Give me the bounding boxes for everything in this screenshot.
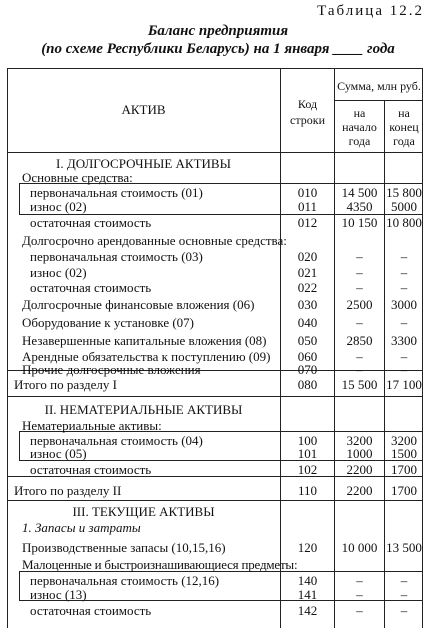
header-start-line1: на [353,106,366,120]
row-code: 012 [297,215,318,230]
row-label: Незавершенные капитальные вложения (08) [22,333,267,348]
section-line-total1-bottom [7,396,423,397]
page-subtitle: (по схеме Республики Беларусь) на 1 января ____ года [41,41,395,57]
row-code: 020 [297,249,318,264]
row-value-end: – [400,573,408,588]
table-number: Таблица 12.2 [317,3,424,19]
sum-header-divider [334,100,423,101]
row-code: 021 [297,265,318,280]
total-section-1-end: 17 100 [386,377,422,392]
row-code: 070 [297,362,318,377]
row-label: Долгосрочно арендованные основные средства: [22,233,287,248]
row-value-start: 2850 [346,333,373,348]
row-value-start: – [356,265,363,280]
row-code: 140 [297,573,318,588]
row-code: 050 [297,333,318,348]
row-label: Малоценные и быстроизнашивающиеся предметы: [22,557,298,572]
header-aktiv: АКТИВ [121,102,166,117]
header-start-line3: года [348,134,371,148]
subsection-heading: 1. Запасы и затраты [22,520,141,535]
row-label: остаточная стоимость [30,462,152,477]
row-value-end: – [400,603,408,618]
row-code: 060 [297,349,318,364]
total-section-2-end: 1700 [391,483,417,498]
row-value-end: – [400,362,408,377]
row-code: 120 [297,540,318,555]
row-label: первоначальная стоимость (03) [30,249,203,264]
row-value-start: 10 150 [341,215,378,230]
header-bottom-line [7,152,423,153]
total-section-2-label: Итого по разделу II [14,483,122,498]
header-end-line1: на [398,106,410,120]
row-label: Арендные обязательства к поступлению (09) [22,349,271,364]
row-value-start: – [356,587,363,602]
header-end-line3: года [393,134,415,148]
page-title: Баланс предприятия [147,23,289,39]
row-label: Основные средства: [22,170,133,185]
row-value-end: 3000 [391,297,417,312]
total-section-1-label: Итого по разделу I [14,377,117,392]
section-heading: I. ДОЛГОСРОЧНЫЕ АКТИВЫ [56,156,231,171]
row-code: 100 [297,433,318,448]
header-start-line2: начало [342,120,377,134]
row-label: износ (13) [30,587,87,602]
row-value-end: – [400,265,408,280]
row-label: Производственные запасы (10,15,16) [22,540,226,555]
row-label: Прочие долгосрочные вложения [22,362,201,377]
row-value-start: – [356,349,363,364]
row-label: Долгосрочные финансовые вложения (06) [22,297,255,312]
row-value-end: 5000 [391,199,417,214]
row-label: Оборудование к установке (07) [22,315,195,330]
header-code-line1: Код [297,97,318,111]
row-label: первоначальная стоимость (04) [30,433,203,448]
row-value-end: 10 800 [386,215,422,230]
row-label: износ (02) [30,265,87,280]
row-value-start: – [356,280,363,295]
row-value-end: 3300 [391,333,417,348]
row-value-end: – [400,249,408,264]
row-value-start: – [356,362,363,377]
row-code: 030 [297,297,318,312]
row-value-end: – [400,349,408,364]
row-value-end: – [400,587,408,602]
row-label: износ (05) [30,446,87,461]
section-heading: II. НЕМАТЕРИАЛЬНЫЕ АКТИВЫ [44,402,243,417]
row-code: 102 [297,462,318,477]
row-code: 010 [297,185,318,200]
row-value-end: – [400,315,408,330]
row-label: остаточная стоимость [30,603,152,618]
row-code: 040 [297,315,318,330]
row-code: 101 [297,446,318,461]
row-value-start: 10 000 [341,540,378,555]
header-code-line2: строки [290,113,325,127]
row-code: 141 [297,587,318,602]
row-label: остаточная стоимость [30,280,152,295]
total-section-2-code: 110 [297,483,318,498]
row-value-end: 1700 [391,462,417,477]
row-value-end: 13 500 [386,540,422,555]
row-value-end: 1500 [391,446,417,461]
section-heading: III. ТЕКУЩИЕ АКТИВЫ [72,504,215,519]
row-value-start: 14 500 [341,185,378,200]
row-value-start: 2500 [346,297,373,312]
row-value-start: – [356,249,363,264]
row-label: остаточная стоимость [30,215,152,230]
row-value-start: 1000 [346,446,373,461]
row-label: Нематериальные активы: [22,418,162,433]
row-label: первоначальная стоимость (01) [30,185,203,200]
row-label: износ (02) [30,199,87,214]
row-value-end: 15 800 [386,185,422,200]
header-sum: Сумма, млн руб. [337,79,421,93]
row-code: 011 [297,199,318,214]
total-section-2-start: 2200 [346,483,373,498]
total-section-1-start: 15 500 [341,377,378,392]
total-section-1-code: 080 [297,377,318,392]
row-value-start: 4350 [346,199,373,214]
row-value-end: 3200 [391,433,417,448]
row-code: 142 [297,603,318,618]
row-value-start: – [356,573,363,588]
row-value-start: 2200 [346,462,373,477]
row-value-start: – [356,603,363,618]
row-value-start: 3200 [346,433,373,448]
row-code: 022 [297,280,318,295]
section-line-total2-bottom [7,500,423,501]
header-end-line2: конец [389,120,419,134]
row-label: первоначальная стоимость (12,16) [30,573,220,588]
row-value-start: – [356,315,363,330]
row-value-end: – [400,280,408,295]
